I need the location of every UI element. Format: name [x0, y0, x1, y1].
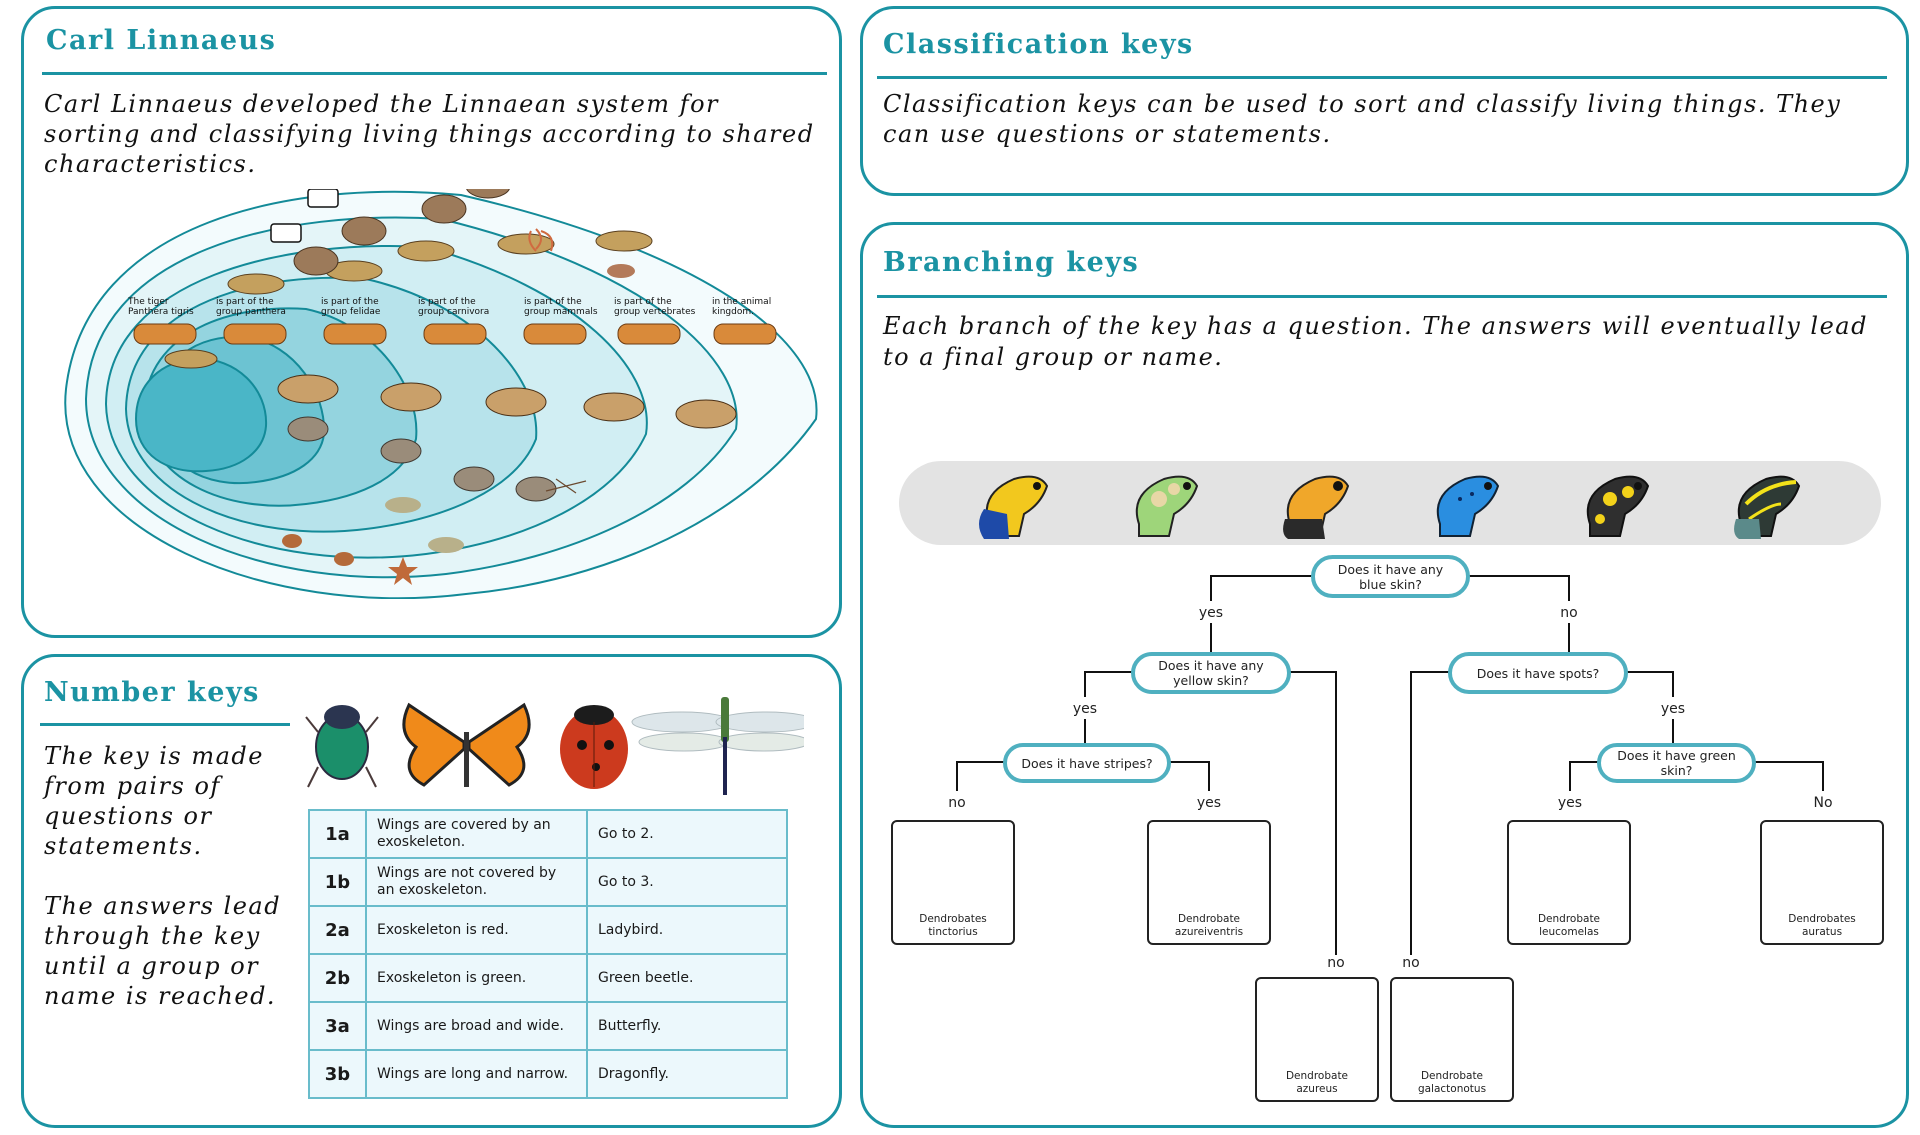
table-row	[309, 954, 787, 1002]
frog-striped-icon	[1721, 464, 1811, 542]
key-statement: Exoskeleton is red.	[366, 906, 587, 954]
edge-label-no: No	[1813, 795, 1833, 811]
label-mammals: is part of the group mammals	[524, 297, 598, 317]
frog-yellow-spotted-icon	[1570, 464, 1660, 542]
panel-number-keys	[21, 654, 842, 1128]
label-tiger: The tiger Panthera tigris	[128, 297, 194, 317]
key-code: 1b	[309, 858, 366, 906]
leaf-name-line1: Dendrobates	[919, 913, 987, 925]
edge-label-no: no	[1402, 955, 1420, 971]
key-statement: Wings are covered by an exoskeleton.	[366, 810, 587, 858]
panel-carl-linnaeus	[21, 6, 842, 638]
key-code: 2a	[309, 906, 366, 954]
question-stripes: Does it have stripes?	[1003, 743, 1171, 783]
panel-title: Carl Linnaeus	[46, 25, 277, 56]
leaf-name-line1: Dendrobate	[1537, 913, 1601, 925]
butterfly-icon	[404, 705, 529, 787]
leaf-dendrobate-galactonotus	[1390, 977, 1514, 1102]
description-para-2: The answers lead through the key until a group or name is reached.	[44, 892, 282, 1010]
table-row	[309, 1050, 787, 1098]
panel-title: Number keys	[44, 677, 260, 708]
title-divider	[42, 72, 827, 75]
panel-title: Classification keys	[883, 29, 1194, 60]
leaf-name-line2: galactonotus	[1417, 1083, 1487, 1095]
frog-yellow-blue-icon	[969, 464, 1059, 542]
leaf-name-line1: Dendrobates	[1788, 913, 1856, 925]
edge-label-yes: yes	[1072, 701, 1098, 717]
title-divider	[40, 723, 290, 726]
title-divider	[877, 295, 1887, 298]
label-vertebrates: is part of the group vertebrates	[614, 297, 696, 317]
frog-blue-icon	[1420, 464, 1510, 542]
key-code: 1a	[309, 810, 366, 858]
key-result: Dragonfly.	[587, 1050, 787, 1098]
edge-label-yes: yes	[1660, 701, 1686, 717]
edge-label-yes: yes	[1198, 605, 1224, 621]
question-green-skin: Does it have green skin?	[1597, 743, 1756, 783]
leaf-name-line2: azureus	[1296, 1083, 1338, 1095]
key-result: Green beetle.	[587, 954, 787, 1002]
frog-green-icon	[1119, 464, 1209, 542]
table-row	[309, 1002, 787, 1050]
green-beetle-icon	[306, 705, 378, 787]
question-spots: Does it have spots?	[1448, 652, 1628, 694]
key-result: Ladybird.	[587, 906, 787, 954]
edge-label-yes: yes	[1557, 795, 1583, 811]
question-blue-skin: Does it have any blue skin?	[1311, 555, 1470, 598]
panel-classification-keys	[860, 6, 1909, 196]
table-row	[309, 810, 787, 858]
label-panthera: is part of the group panthera	[216, 297, 286, 317]
leaf-dendrobate-azureus	[1255, 977, 1379, 1102]
leaf-dendrobates-auratus	[1760, 820, 1884, 945]
key-result: Go to 2.	[587, 810, 787, 858]
dragonfly-icon	[632, 697, 804, 795]
table-row	[309, 858, 787, 906]
leaf-dendrobate-leucomelas	[1507, 820, 1631, 945]
key-statement: Wings are broad and wide.	[366, 1002, 587, 1050]
number-keys-description	[44, 741, 284, 1011]
label-carnivora: is part of the group carnivora	[418, 297, 490, 317]
frog-image-strip	[899, 461, 1881, 545]
key-statement: Exoskeleton is green.	[366, 954, 587, 1002]
key-result: Butterfly.	[587, 1002, 787, 1050]
leaf-name-line2: azureiventris	[1174, 926, 1244, 938]
leaf-name-line1: Dendrobate	[1285, 1070, 1349, 1082]
key-statement: Wings are long and narrow.	[366, 1050, 587, 1098]
label-felidae: is part of the group felidae	[321, 297, 381, 317]
leaf-name-line2: tinctorius	[928, 926, 978, 938]
leaf-name-line2: leucomelas	[1539, 926, 1599, 938]
classification-description: Classification keys can be used to sort and classify living things. They can use questions or statements.	[883, 90, 1842, 148]
panel-branching-keys	[860, 222, 1909, 1128]
leaf-name-line2: auratus	[1801, 926, 1843, 938]
frog-orange-black-icon	[1270, 464, 1360, 542]
number-key-table	[308, 809, 788, 1099]
branching-description: Each branch of the key has a question. The answers will eventually lead to a final group or name.	[883, 312, 1868, 371]
key-code: 3b	[309, 1050, 366, 1098]
edge-label-no: no	[1560, 605, 1578, 621]
panel-title: Branching keys	[883, 247, 1140, 278]
linnaeus-description: Carl Linnaeus developed the Linnaean system for sorting and classifying living things according to shared characteristics.	[44, 90, 815, 178]
edge-label-no: no	[948, 795, 966, 811]
leaf-name-line1: Dendrobate	[1177, 913, 1241, 925]
key-statement: Wings are not covered by an exoskeleton.	[366, 858, 587, 906]
linnaean-nested-groups-diagram	[46, 189, 821, 599]
key-code: 2b	[309, 954, 366, 1002]
description-para-1: The key is made from pairs of questions or statements.	[44, 742, 264, 860]
edge-label-yes: yes	[1196, 795, 1222, 811]
leaf-dendrobate-azureiventris	[1147, 820, 1271, 945]
edge-label-no: no	[1327, 955, 1345, 971]
leaf-name-line1: Dendrobate	[1420, 1070, 1484, 1082]
table-row	[309, 906, 787, 954]
ladybird-icon	[560, 705, 628, 789]
key-code: 3a	[309, 1002, 366, 1050]
label-animal-kingdom: in the animal kingdom.	[712, 297, 772, 317]
key-result: Go to 3.	[587, 858, 787, 906]
leaf-dendrobates-tinctorius	[891, 820, 1015, 945]
title-divider	[877, 76, 1887, 79]
insect-images	[304, 687, 804, 797]
question-yellow-skin: Does it have any yellow skin?	[1131, 652, 1291, 694]
